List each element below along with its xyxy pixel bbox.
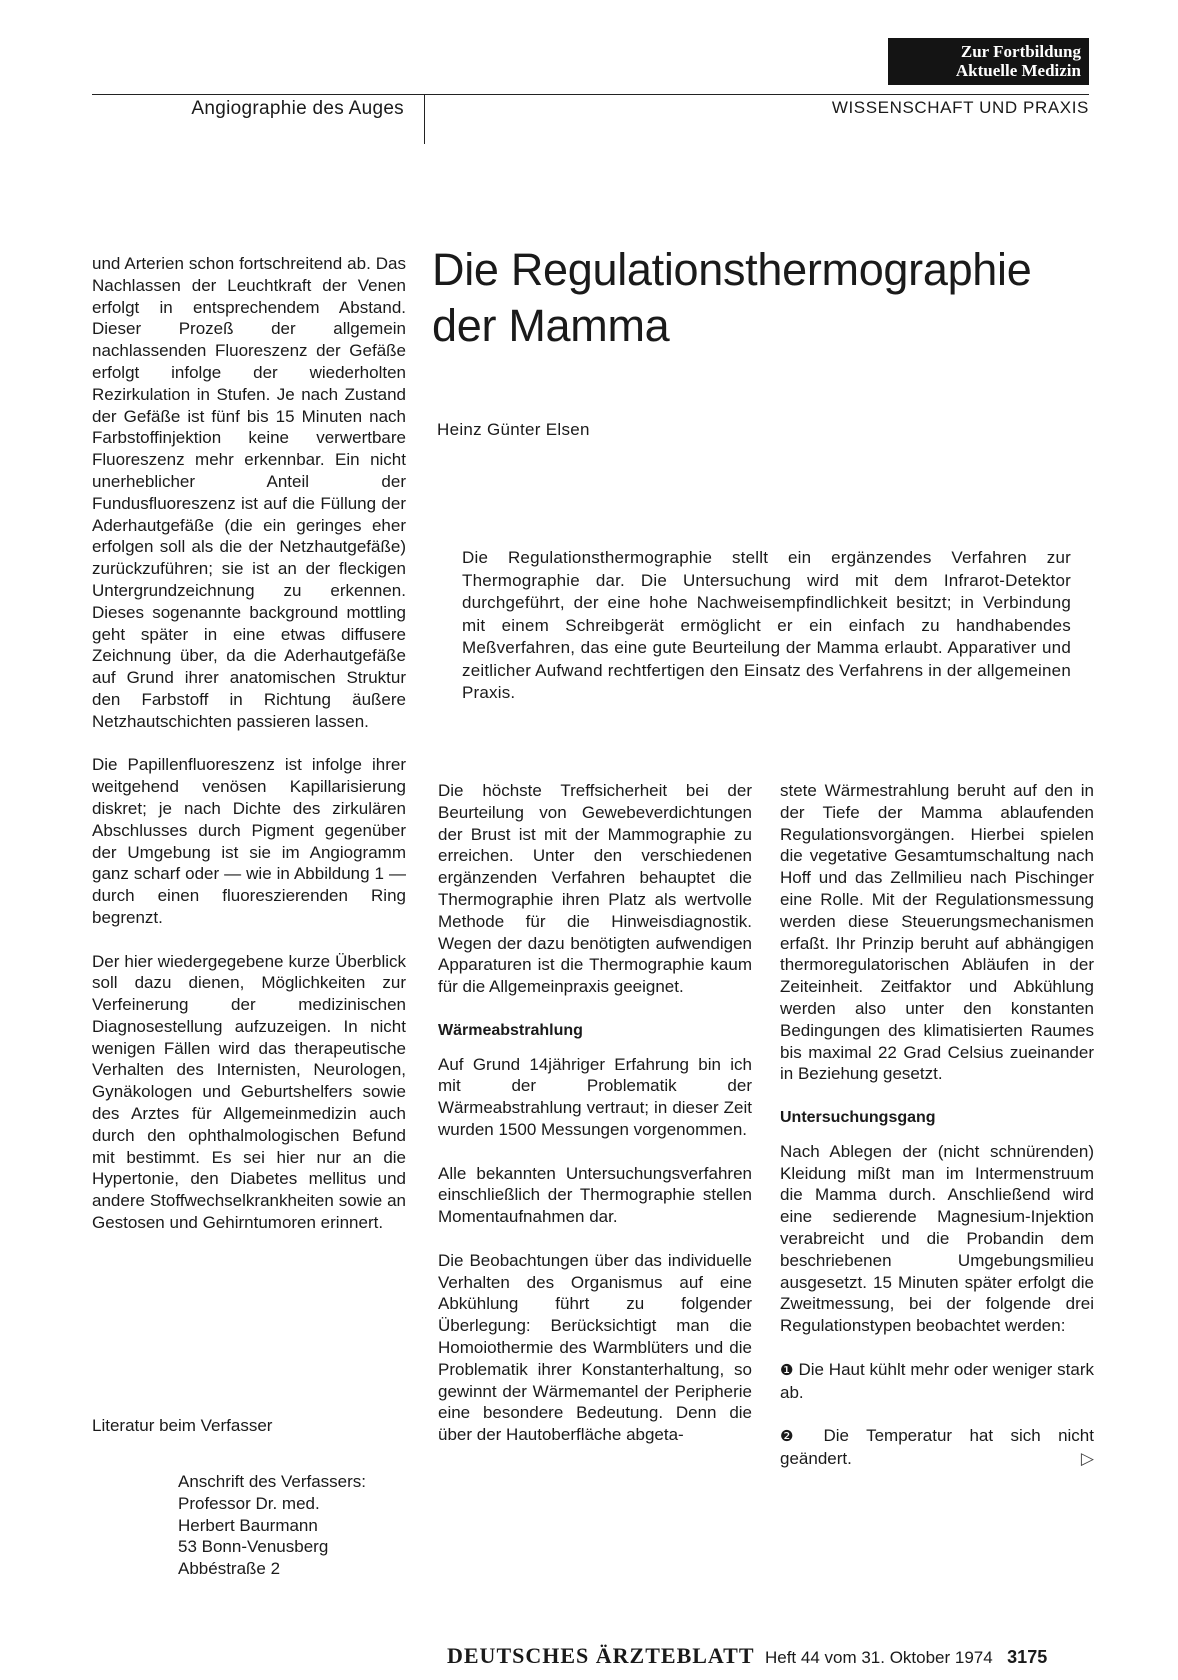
badge-line-1: Zur Fortbildung <box>960 42 1081 61</box>
number-1-icon: ❶ <box>780 1361 794 1379</box>
address-line: Professor Dr. med. <box>178 1493 320 1513</box>
page-footer <box>447 1643 1091 1669</box>
list-item-2 <box>780 1425 1094 1470</box>
left-paragraph-1: und Arterien schon fortschreitend ab. Das Nachlassen der Leuchtkraft der Venen erfolgt in entsprechendem Abstand. Dieser Prozeß der allgemein nachlassenden Fluoreszenz der Gefäße erfolgt infolge der wiederholten Rezirkulation in Stufen. Je nach Zustand der Gefäße ist fünf bis 15 Minuten nach Farbstoffinjektion keine verwertbare Fluoreszenz mehr erkennbar. Ein nicht unerheblicher Anteil der Fundusfluoreszenz ist auf die Füllung der Aderhautgefäße (die ein geringes eher erfolgen soll als die der Netzhautgefäße) zurückzuführen; sie ist an der fleckigen Untergrundzeichnung zu erkennen. Dieses sogenannte background mottling geht später in eine etwas diffusere Zeichnung über, da die Aderhautgefäße auf Grund ihrer anatomischen Struktur den Farbstoff in Richtung äußere Netzhautschichten passieren lassen. <box>92 254 406 731</box>
issue-info: Heft 44 vom 31. Oktober 1974 <box>764 1648 993 1667</box>
running-head-right: WISSENSCHAFT UND PRAXIS <box>831 98 1089 117</box>
left-paragraph-3: Der hier wiedergegebene kurze Überblick soll dazu dienen, Möglichkeiten zur Verfeinerung der medizinischen Diagnosestellung aufzuzeigen. In nicht wenigen Fällen wird das therapeutische Verhalten des Internisten, Neurologen, Gynäkologen und Geburtshelfers sowie des Arztes für Allgemeinmedizin auch durch den ophthalmologischen Befund mit bestimmt. Es sei hier nur an die Hypertonie, den Diabetes mellitus und andere Stoffwechselkrankheiten sowie an Gestosen und Gehirntumoren erinnert. <box>92 951 406 1233</box>
left-paragraph-2: Die Papillenfluoreszenz ist infolge ihrer weitgehend venösen Kapillarisierung diskret; je nach Dichte des zirkulären Abschlusses durch Pigment gegenüber der Umgebung ist sie im Angiogramm ganz scharf oder — wie in Abbildung 1 — durch einen fluoreszierenden Ring begrenzt. <box>92 755 406 927</box>
literature-note: Literatur beim Verfasser <box>92 1416 273 1435</box>
right-column <box>780 780 1094 1470</box>
middle-column <box>438 780 752 1468</box>
running-head-left: Angiographie des Auges <box>191 98 404 119</box>
article-title: Die Regulationsthermographie der Mamma <box>432 244 1032 351</box>
header-divider <box>424 94 425 144</box>
right-paragraph-1: stete Wärmestrahlung beruht auf den in der Tiefe der Mamma ablaufenden Regulationsvorgängen. Hierbei spielen die vegetative Gesamtumschaltung nach Hoff und das Zellmilieu nach Pischinger eine Rolle. Mit der Regulationsmessung werden diese Steuerungsmechanismen erfaßt. Ihr Prinzip beruht auf abhängigen thermoregulatorischen Abläufen in der Zeiteinheit. Zeitfaktor und Abkühlung werden also unter den konstanten Bedingungen des klimatisierten Raumes bis maximal 22 Grad Celsius zueinander in Beziehung gesetzt. <box>780 781 1094 1084</box>
number-2-icon: ❷ <box>780 1428 807 1446</box>
section-badge <box>888 38 1089 85</box>
middle-paragraph-4: Die Beobachtungen über das individuelle Verhalten des Organismus auf eine Abkühlung führt zu folgender Überlegung: Berücksichtigt man die Homoiothermie des Warmblüters und die Problematik ihrer Konstanterhaltung, so gewinnt der Wärmemantel der Peripherie eine besondere Bedeutung. Denn die über der Hautoberfläche abgeta- <box>438 1250 752 1445</box>
author-address <box>178 1471 366 1580</box>
list-item-text: Die Temperatur hat sich nicht geändert. <box>780 1426 1094 1468</box>
section-heading-untersuchungsgang: Untersuchungsgang <box>780 1108 936 1126</box>
section-heading-waermeabstrahlung: Wärmeabstrahlung <box>438 1021 583 1039</box>
right-paragraph-2: Nach Ablegen der (nicht schnürenden) Kleidung mißt man im Intermenstruum die Mamma durch. Anschließend wird eine sedierende Magnesium-Injektion verabreicht und die Probandin dem beschriebenen Umgebungsmilieu ausgesetzt. 15 Minuten später erfolgt die Zweitmessung, bei der folgende drei Regulationstypen beobachtet werden: <box>780 1141 1094 1336</box>
address-line: Abbéstraße 2 <box>178 1559 281 1579</box>
article-abstract: Die Regulationsthermographie stellt ein ergänzendes Verfahren zur Thermographie dar. Die Untersuchung wird mit dem Infrarot-Detektor durchgeführt, der eine hohe Nachweisempfindlichkeit besitzt; in Verbindung mit einem Schreibgerät ermöglicht er ein einfach zu handhabendes Meßverfahren, das eine gute Beurteilung der Mamma erlaubt. Apparativer und zeitlicher Aufwand rechtfertigen den Einsatz des Verfahrens in der allgemeinen Praxis. <box>462 548 1071 702</box>
address-line: Anschrift des Verfassers: <box>178 1472 367 1491</box>
header-rule <box>92 94 1089 95</box>
journal-name: DEUTSCHES ÄRZTEBLATT <box>447 1643 755 1668</box>
address-line: 53 Bonn-Venusberg <box>178 1537 329 1557</box>
address-line: Herbert Baurmann <box>178 1515 318 1535</box>
list-item-1 <box>780 1359 1094 1404</box>
list-item-text: Die Haut kühlt mehr oder weniger stark ab. <box>780 1359 1094 1402</box>
badge-line-2: Aktuelle Medizin <box>955 61 1081 80</box>
middle-paragraph-3: Alle bekannten Untersuchungsverfahren einschließlich der Thermographie stellen Momentaufnahmen dar. <box>438 1163 752 1227</box>
continue-arrow-icon: ▷ <box>1080 1448 1094 1468</box>
article-author: Heinz Günter Elsen <box>437 420 590 439</box>
left-column <box>92 253 406 1256</box>
page-number: 3175 <box>1007 1647 1048 1667</box>
middle-paragraph-2: Auf Grund 14jähriger Erfahrung bin ich mit der Problematik der Wärmeabstrahlung vertraut; in dieser Zeit wurden 1500 Messungen vorgenommen. <box>438 1054 752 1139</box>
middle-paragraph-1: Die höchste Treffsicherheit bei der Beurteilung von Gewebeverdichtungen der Brust ist mit der Mammographie zu erreichen. Unter den verschiedenen ergänzenden Verfahren behauptet die Thermographie ihren Platz als wertvolle Methode für die Hinweisdiagnostik. Wegen der dazu benötigten aufwendigen Apparaturen ist die Thermographie kaum für die Allgemeinpraxis geeignet. <box>438 781 752 997</box>
